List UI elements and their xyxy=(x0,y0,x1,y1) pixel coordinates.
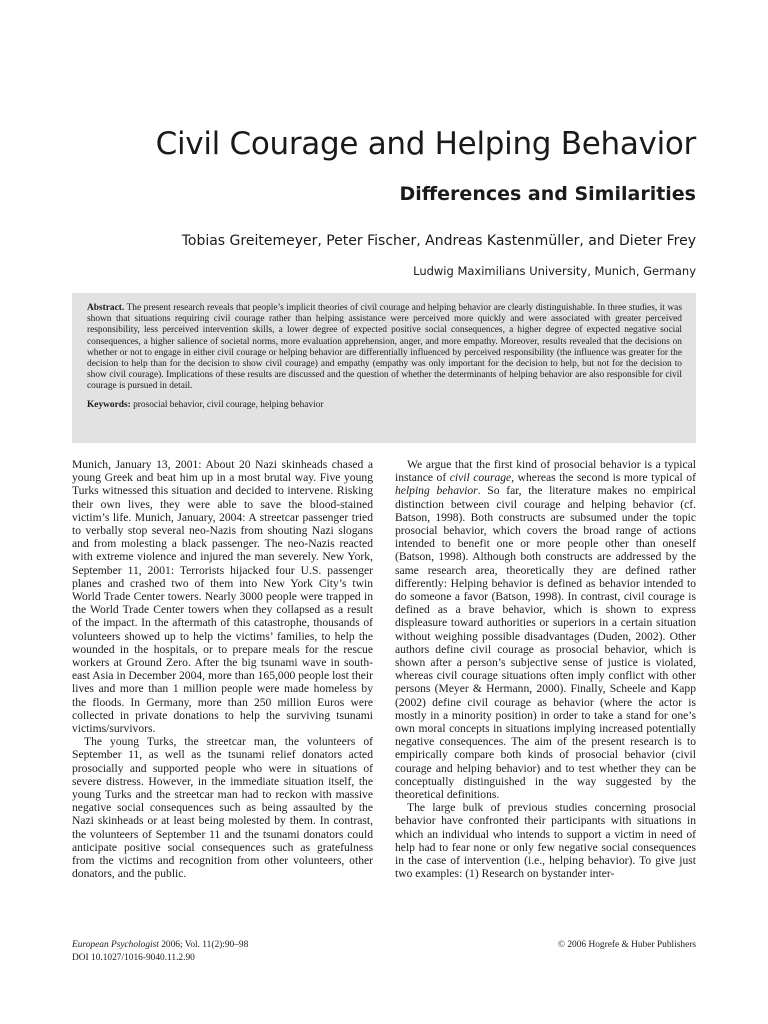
doi: DOI 10.1027/1016-9040.11.2.90 xyxy=(72,952,195,963)
italic-term: helping behavior xyxy=(395,484,478,498)
abstract-label: Abstract. xyxy=(87,303,125,313)
keywords-label: Keywords: xyxy=(87,399,131,410)
text-run: , whereas the second is more typical of xyxy=(511,471,696,485)
abstract-text: The present research reveals that people’s implicit theories of civil courage and helping behavior are clearly distinguishable. In three studies, it was shown that situations requiring civil courage rather than helping assistance were perceived more quickly and were associated with greater perceived responsibility, less perceived intervention skills, a lower degree of expected positive social consequences, a higher degree of expected negative social consequences, a higher salience of societal norms, more evaluation apprehension, anger, and more empathy. Moreover, results revealed that the decisions on whether or not to engage in either civil courage or helping behavior are differentially influenced by perceived responsibility (the influence was greater for the decision to help than for the decision to show civil courage) and empathy (empathy was only important for the decision to help, but not for the decision to show civil courage). Implications of these results are discussed and the question of whether the determinants of helping behavior are also responsible for civil courage is pursued in detail. xyxy=(87,303,682,392)
body-paragraph: Munich, January 13, 2001: About 20 Nazi skinheads chased a young Greek and beat him up in a most brutal way. Five young Turks witnessed this situation and decided to intervene. Risking their own lives, they were able to save the blood-stained victim’s life. Munich, January, 2004: A streetcar passenger tried to verbally stop several neo-Nazis from shouting Nazi slogans and from molesting a black passenger. The neo-Nazis reacted with extreme violence and injured the man severely. New York, September 11, 2001: Terrorists hijacked four U.S. passenger planes and crashed two of them into New York City’s twin World Trade Center towers. Nearly 3000 people were trapped in the World Trade Center towers when they collapsed as a result of the impact. In the aftermath of this catastrophe, thousands of volunteers showed up to help the victims’ families, to help the wounded in the hospitals, or to prepare meals for the rescue workers at Ground Zero. After the big tsunami wave in south-east Asia in December 2004, more than 165,000 people lost their lives and more than 1 million people were made homeless by the floods. In Germany, more than 250 million Euros were collected in private donations to help the surviving tsunami victims/survivors. xyxy=(72,458,373,736)
body-paragraph: The large bulk of previous studies concerning prosocial behavior have confronted their participants with situations in which an individual who intends to support a victim in need of help had to fear none or only few negative social consequences in the case of intervention (i.e., helping behavior). To give just two examples: (1) Research on bystander inter- xyxy=(395,801,696,881)
article-title: Civil Courage and Helping Behavior xyxy=(155,126,696,162)
text-run: . So far, the literature makes no empirical distinction between civil courage and helping behavior (cf. Batson, 1998). Both constructs are subsumed under the topic prosocial behavior, which covers the broad range of actions intended to benefit one or more people other than oneself (Batson, 1998). Although both constructs are addressed by the same research area, theoretically they are defined rather differently: Helping behavior is defined as behavior intended to do someone a favor (Batson, 1998). In contrast, civil courage is defined as a brave behavior, which is shown to express displeasure toward authorities or superiors in a certain situation without weighing possible disadvantages (Duden, 2002). Other authors define civil courage as prosocial behavior, which is shown after a person’s subjective sense of justice is violated, whereas civil courage situations often imply conflict with other persons (Meyer & Hermann, 2000). Finally, Scheele and Kapp (2002) define civil courage as behavior (where the actor is mostly in a minority position) in order to take a stand for one’s own moral concepts in situations implying increased potentially negative consequences. The aim of the present research is to empirically compare both kinds of prosocial behavior (civil courage and helping behavior) and to test whether they can be conceptually distinguished in the way suggested by the theoretical definitions. xyxy=(395,484,696,802)
journal-name: European Psychologist xyxy=(72,940,159,950)
journal-volume: 2006; Vol. 11(2):90–98 xyxy=(158,940,249,950)
footer-citation xyxy=(72,939,248,964)
body-paragraph: The young Turks, the streetcar man, the volunteers of September 11, as well as the tsunami relief donators acted prosocially and supported people who were in situations of severe distress. However, in the immediate situation itself, the young Turks and the streetcar man had to reckon with massive negative social consequences such as being assaulted by the Nazi skinheads or at least being molested by them. In contrast, the volunteers of September 11 and the tsunami donators could anticipate positive social consequences such as gratefulness from the victims and recognition from other volunteers, other donators, and the public. xyxy=(72,735,373,881)
body-paragraph xyxy=(395,458,696,801)
body-column-right xyxy=(395,458,696,881)
text-run: We argue that the first kind of prosocial behavior is a typical instance of xyxy=(395,458,696,485)
keywords-text: prosocial behavior, civil courage, helping behavior xyxy=(133,399,324,410)
abstract-box xyxy=(72,293,696,443)
keywords-line xyxy=(87,400,682,411)
author-list: Tobias Greitemeyer, Peter Fischer, Andreas Kastenmüller, and Dieter Frey xyxy=(181,233,696,249)
article-subtitle: Differences and Similarities xyxy=(399,183,696,205)
body-column-left xyxy=(72,458,373,881)
abstract-paragraph xyxy=(87,303,682,393)
copyright-notice: © 2006 Hogrefe & Huber Publishers xyxy=(557,940,696,950)
journal-citation xyxy=(72,939,248,952)
italic-term: civil courage xyxy=(449,471,512,485)
affiliation: Ludwig Maximilians University, Munich, Germany xyxy=(413,264,696,278)
